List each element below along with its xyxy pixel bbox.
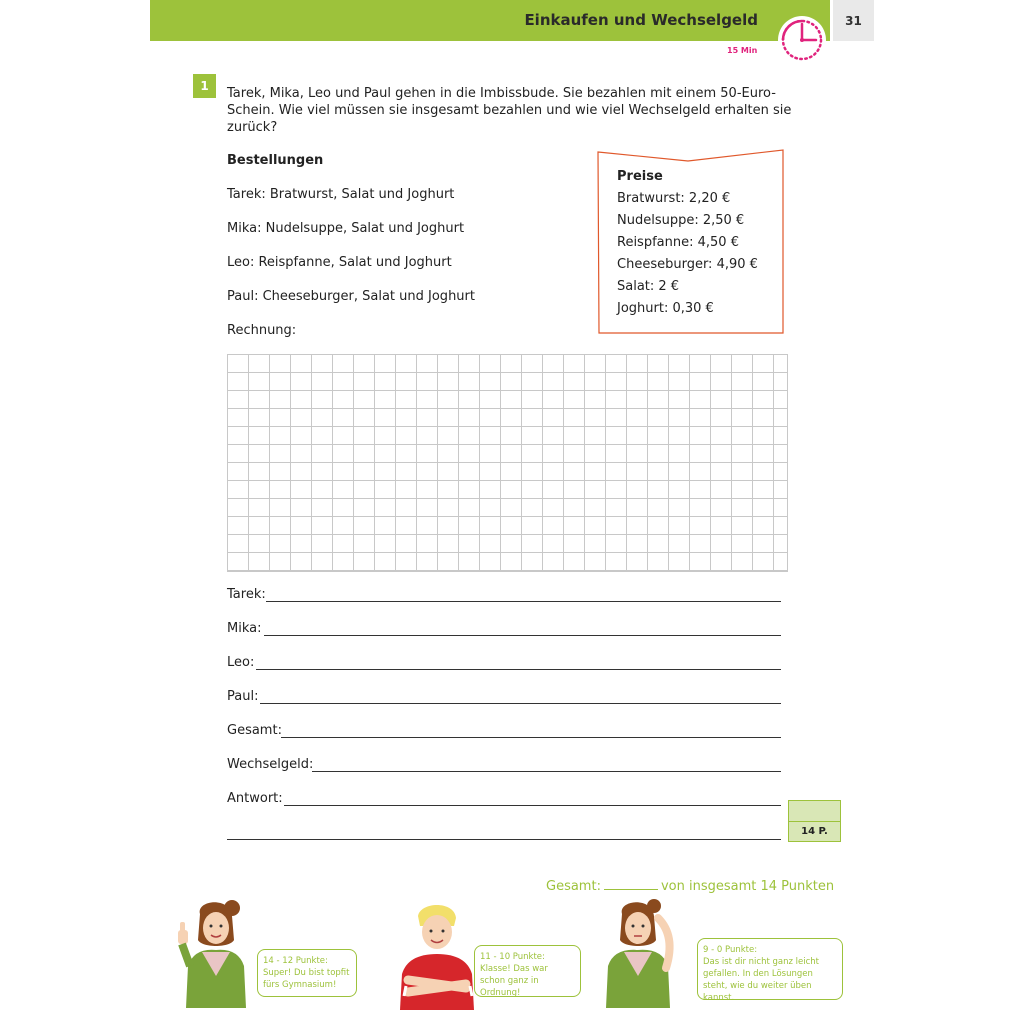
total-suffix: von insgesamt 14 Punkten [660,879,835,894]
feedback-bubble-mid [474,945,581,997]
feedback-text: Das ist dir nicht ganz leicht gefallen. In den Lösungen steht, wie du weiter üben kannst. [703,957,820,1003]
price-item: Nudelsuppe: 2,50 € [617,213,745,228]
price-item: Joghurt: 0,30 € [617,301,714,316]
feedback-bubble-low [697,938,843,1003]
page-title: Einkaufen und Wechselgeld [524,11,758,29]
answer-label-mika: Mika: [227,621,262,636]
feedback-heading: 9 - 0 Punkte: [703,945,758,955]
answer-label-leo: Leo: [227,655,255,670]
boy-arms-crossed-illustration [394,900,480,1010]
answer-line-change[interactable] [312,771,781,772]
task-number: 1 [193,74,216,98]
feedback-bubble-high [257,949,357,997]
total-points-row [546,879,834,894]
answer-line-tarek[interactable] [266,601,781,602]
feedback-text: Super! Du bist topfit fürs Gymnasium! [263,968,350,990]
girl-thinking-illustration [596,896,682,1008]
price-item: Cheeseburger: 4,90 € [617,257,758,272]
feedback-text: Klasse! Das war schon ganz in Ordnung! [480,964,548,998]
total-blank[interactable] [604,889,658,890]
order-paul: Paul: Cheeseburger, Salat und Joghurt [227,289,475,304]
answer-line-paul[interactable] [260,703,781,704]
feedback-heading: 14 - 12 Punkte: [263,956,328,966]
order-tarek: Tarek: Bratwurst, Salat und Joghurt [227,187,455,202]
price-item: Reispfanne: 4,50 € [617,235,739,250]
clock-icon [776,14,828,66]
price-title: Preise [617,169,663,184]
answer-line-mika[interactable] [264,635,781,636]
orders-heading: Bestellungen [227,153,324,168]
calc-label: Rechnung: [227,323,297,338]
answer-line-answer[interactable] [284,805,781,806]
price-item: Bratwurst: 2,20 € [617,191,731,206]
total-prefix: Gesamt: [546,879,601,894]
answer-line-leo[interactable] [256,669,781,670]
order-mika: Mika: Nudelsuppe, Salat und Joghurt [227,221,465,236]
time-label: 15 Min [727,46,758,55]
calculation-grid[interactable] [227,354,788,572]
answer-line-answer-2[interactable] [227,839,781,840]
answer-label-change: Wechselgeld: [227,757,314,772]
girl-thumbs-up-illustration [172,896,258,1008]
score-points: 14 P. [788,821,841,842]
feedback-heading: 11 - 10 Punkte: [480,952,545,962]
task-text: Tarek, Mika, Leo und Paul gehen in die Imbissbude. Sie bezahlen mit einem 50-Euro-Schein. Wie viel müssen sie insgesamt bezahlen und wie viel Wechselgeld erhalten sie zurück? [227,86,792,135]
score-input-box[interactable] [788,800,841,822]
answer-label-tarek: Tarek: [227,587,266,602]
order-leo: Leo: Reispfanne, Salat und Joghurt [227,255,452,270]
answer-label-paul: Paul: [227,689,259,704]
answer-label-total: Gesamt: [227,723,282,738]
page-number: 31 [833,0,874,41]
answer-label-answer: Antwort: [227,791,283,806]
answer-line-total[interactable] [281,737,781,738]
price-item: Salat: 2 € [617,279,680,294]
